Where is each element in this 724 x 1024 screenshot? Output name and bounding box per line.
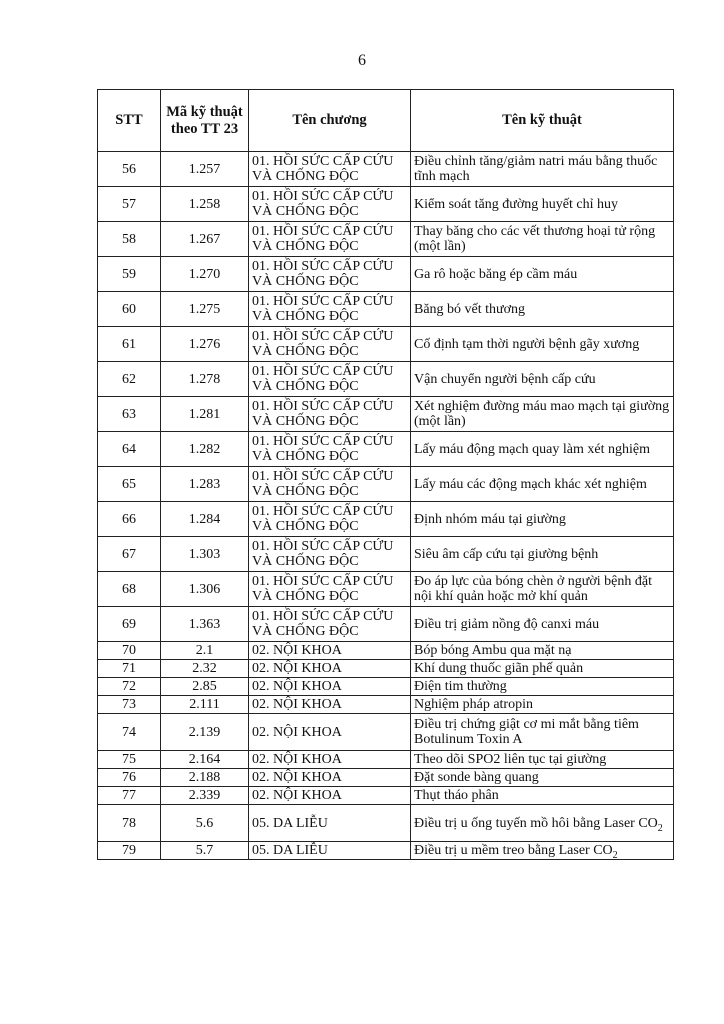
cell-code: 1.303	[161, 537, 249, 572]
cell-technique: Kiểm soát tăng đường huyết chỉ huy	[411, 187, 674, 222]
header-code: Mã kỹ thuật theo TT 23	[161, 90, 249, 152]
cell-code: 1.306	[161, 572, 249, 607]
table-row	[98, 187, 674, 222]
cell-stt: 76	[98, 769, 161, 787]
cell-technique: Đặt sonde bàng quang	[411, 769, 674, 787]
cell-code: 1.281	[161, 397, 249, 432]
cell-chapter: 01. HỒI SỨC CẤP CỨU VÀ CHỐNG ĐỘC	[249, 432, 411, 467]
cell-technique	[411, 805, 674, 842]
cell-technique: Khí dung thuốc giãn phế quản	[411, 660, 674, 678]
cell-chapter: 01. HỒI SỨC CẤP CỨU VÀ CHỐNG ĐỘC	[249, 152, 411, 187]
header-technique: Tên kỹ thuật	[411, 90, 674, 152]
cell-code: 5.6	[161, 805, 249, 842]
header-chapter: Tên chương	[249, 90, 411, 152]
cell-stt: 59	[98, 257, 161, 292]
cell-chapter: 02. NỘI KHOA	[249, 714, 411, 751]
cell-chapter: 05. DA LIỄU	[249, 805, 411, 842]
cell-stt: 63	[98, 397, 161, 432]
cell-technique: Điều trị chứng giật cơ mi mắt bằng tiêm Botulinum Toxin A	[411, 714, 674, 751]
table-row	[98, 842, 674, 860]
cell-stt: 71	[98, 660, 161, 678]
cell-chapter: 01. HỒI SỨC CẤP CỨU VÀ CHỐNG ĐỘC	[249, 292, 411, 327]
cell-chapter: 02. NỘI KHOA	[249, 787, 411, 805]
cell-code: 1.282	[161, 432, 249, 467]
cell-chapter: 05. DA LIỄU	[249, 842, 411, 860]
cell-stt: 64	[98, 432, 161, 467]
table-row	[98, 327, 674, 362]
cell-stt: 61	[98, 327, 161, 362]
table-row	[98, 467, 674, 502]
cell-technique: Ga rô hoặc băng ép cầm máu	[411, 257, 674, 292]
table-row	[98, 714, 674, 751]
cell-technique: Theo dõi SPO2 liên tục tại giường	[411, 751, 674, 769]
cell-technique: Xét nghiệm đường máu mao mạch tại giường (một lần)	[411, 397, 674, 432]
cell-code: 2.164	[161, 751, 249, 769]
table-row	[98, 257, 674, 292]
subscript-text: 2	[612, 849, 618, 860]
cell-code: 1.363	[161, 607, 249, 642]
cell-chapter: 01. HỒI SỨC CẤP CỨU VÀ CHỐNG ĐỘC	[249, 187, 411, 222]
cell-stt: 73	[98, 696, 161, 714]
cell-stt: 66	[98, 502, 161, 537]
cell-chapter: 01. HỒI SỨC CẤP CỨU VÀ CHỐNG ĐỘC	[249, 362, 411, 397]
technique-text: Điều trị u ống tuyến mồ hôi bằng Laser CO	[414, 815, 658, 831]
table-row	[98, 787, 674, 805]
cell-chapter: 02. NỘI KHOA	[249, 751, 411, 769]
cell-stt: 69	[98, 607, 161, 642]
table-row	[98, 292, 674, 327]
cell-chapter: 01. HỒI SỨC CẤP CỨU VÀ CHỐNG ĐỘC	[249, 607, 411, 642]
table-row	[98, 696, 674, 714]
table-row	[98, 572, 674, 607]
table-header-row	[98, 90, 674, 152]
cell-chapter: 02. NỘI KHOA	[249, 696, 411, 714]
cell-technique: Siêu âm cấp cứu tại giường bệnh	[411, 537, 674, 572]
table-row	[98, 678, 674, 696]
cell-stt: 70	[98, 642, 161, 660]
cell-technique: Thay băng cho các vết thương hoại tử rộng (một lần)	[411, 222, 674, 257]
cell-chapter: 01. HỒI SỨC CẤP CỨU VÀ CHỐNG ĐỘC	[249, 537, 411, 572]
cell-chapter: 01. HỒI SỨC CẤP CỨU VÀ CHỐNG ĐỘC	[249, 327, 411, 362]
table-row	[98, 751, 674, 769]
cell-code: 2.1	[161, 642, 249, 660]
cell-code: 1.258	[161, 187, 249, 222]
table-row	[98, 537, 674, 572]
cell-stt: 57	[98, 187, 161, 222]
cell-chapter: 01. HỒI SỨC CẤP CỨU VÀ CHỐNG ĐỘC	[249, 572, 411, 607]
table-row	[98, 362, 674, 397]
cell-stt: 75	[98, 751, 161, 769]
cell-technique: Cố định tạm thời người bệnh gãy xương	[411, 327, 674, 362]
subscript-text: 2	[657, 822, 663, 834]
cell-chapter: 02. NỘI KHOA	[249, 660, 411, 678]
page-number: 6	[358, 52, 366, 69]
cell-chapter: 02. NỘI KHOA	[249, 769, 411, 787]
cell-stt: 56	[98, 152, 161, 187]
cell-stt: 62	[98, 362, 161, 397]
cell-code: 1.276	[161, 327, 249, 362]
cell-code: 1.284	[161, 502, 249, 537]
cell-code: 1.257	[161, 152, 249, 187]
techniques-table	[97, 89, 674, 860]
cell-chapter: 01. HỒI SỨC CẤP CỨU VÀ CHỐNG ĐỘC	[249, 222, 411, 257]
table-row	[98, 642, 674, 660]
cell-technique: Nghiệm pháp atropin	[411, 696, 674, 714]
cell-stt: 77	[98, 787, 161, 805]
table-row	[98, 660, 674, 678]
cell-stt: 65	[98, 467, 161, 502]
cell-stt: 58	[98, 222, 161, 257]
cell-stt: 74	[98, 714, 161, 751]
cell-code: 5.7	[161, 842, 249, 860]
cell-technique: Điều chỉnh tăng/giảm natri máu bằng thuốc tĩnh mạch	[411, 152, 674, 187]
cell-chapter: 01. HỒI SỨC CẤP CỨU VÀ CHỐNG ĐỘC	[249, 502, 411, 537]
table-row	[98, 805, 674, 842]
cell-chapter: 01. HỒI SỨC CẤP CỨU VÀ CHỐNG ĐỘC	[249, 467, 411, 502]
cell-code: 2.188	[161, 769, 249, 787]
cell-code: 1.270	[161, 257, 249, 292]
cell-stt: 78	[98, 805, 161, 842]
technique-text: Điều trị u mềm treo bằng Laser CO	[414, 843, 613, 858]
cell-code: 2.85	[161, 678, 249, 696]
cell-stt: 60	[98, 292, 161, 327]
cell-technique: Đo áp lực của bóng chèn ở người bệnh đặt nội khí quản hoặc mở khí quản	[411, 572, 674, 607]
cell-technique: Định nhóm máu tại giường	[411, 502, 674, 537]
cell-code: 2.32	[161, 660, 249, 678]
cell-technique: Điều trị giảm nồng độ canxi máu	[411, 607, 674, 642]
table-row	[98, 432, 674, 467]
cell-chapter: 01. HỒI SỨC CẤP CỨU VÀ CHỐNG ĐỘC	[249, 257, 411, 292]
cell-chapter: 02. NỘI KHOA	[249, 642, 411, 660]
table-row	[98, 607, 674, 642]
cell-code: 1.275	[161, 292, 249, 327]
cell-technique: Bóp bóng Ambu qua mặt nạ	[411, 642, 674, 660]
cell-code: 1.283	[161, 467, 249, 502]
cell-code: 2.139	[161, 714, 249, 751]
cell-technique: Vận chuyển người bệnh cấp cứu	[411, 362, 674, 397]
cell-technique: Lấy máu các động mạch khác xét nghiệm	[411, 467, 674, 502]
header-stt: STT	[98, 90, 161, 152]
cell-stt: 68	[98, 572, 161, 607]
cell-code: 2.339	[161, 787, 249, 805]
table-row	[98, 502, 674, 537]
cell-stt: 72	[98, 678, 161, 696]
cell-code: 2.111	[161, 696, 249, 714]
table-row	[98, 222, 674, 257]
cell-stt: 79	[98, 842, 161, 860]
cell-technique: Băng bó vết thương	[411, 292, 674, 327]
cell-technique: Thụt tháo phân	[411, 787, 674, 805]
cell-code: 1.278	[161, 362, 249, 397]
table-row	[98, 152, 674, 187]
cell-technique: Điện tim thường	[411, 678, 674, 696]
cell-chapter: 02. NỘI KHOA	[249, 678, 411, 696]
cell-code: 1.267	[161, 222, 249, 257]
cell-technique	[411, 842, 674, 860]
table-row	[98, 397, 674, 432]
cell-chapter: 01. HỒI SỨC CẤP CỨU VÀ CHỐNG ĐỘC	[249, 397, 411, 432]
table-row	[98, 769, 674, 787]
cell-stt: 67	[98, 537, 161, 572]
cell-technique: Lấy máu động mạch quay làm xét nghiệm	[411, 432, 674, 467]
